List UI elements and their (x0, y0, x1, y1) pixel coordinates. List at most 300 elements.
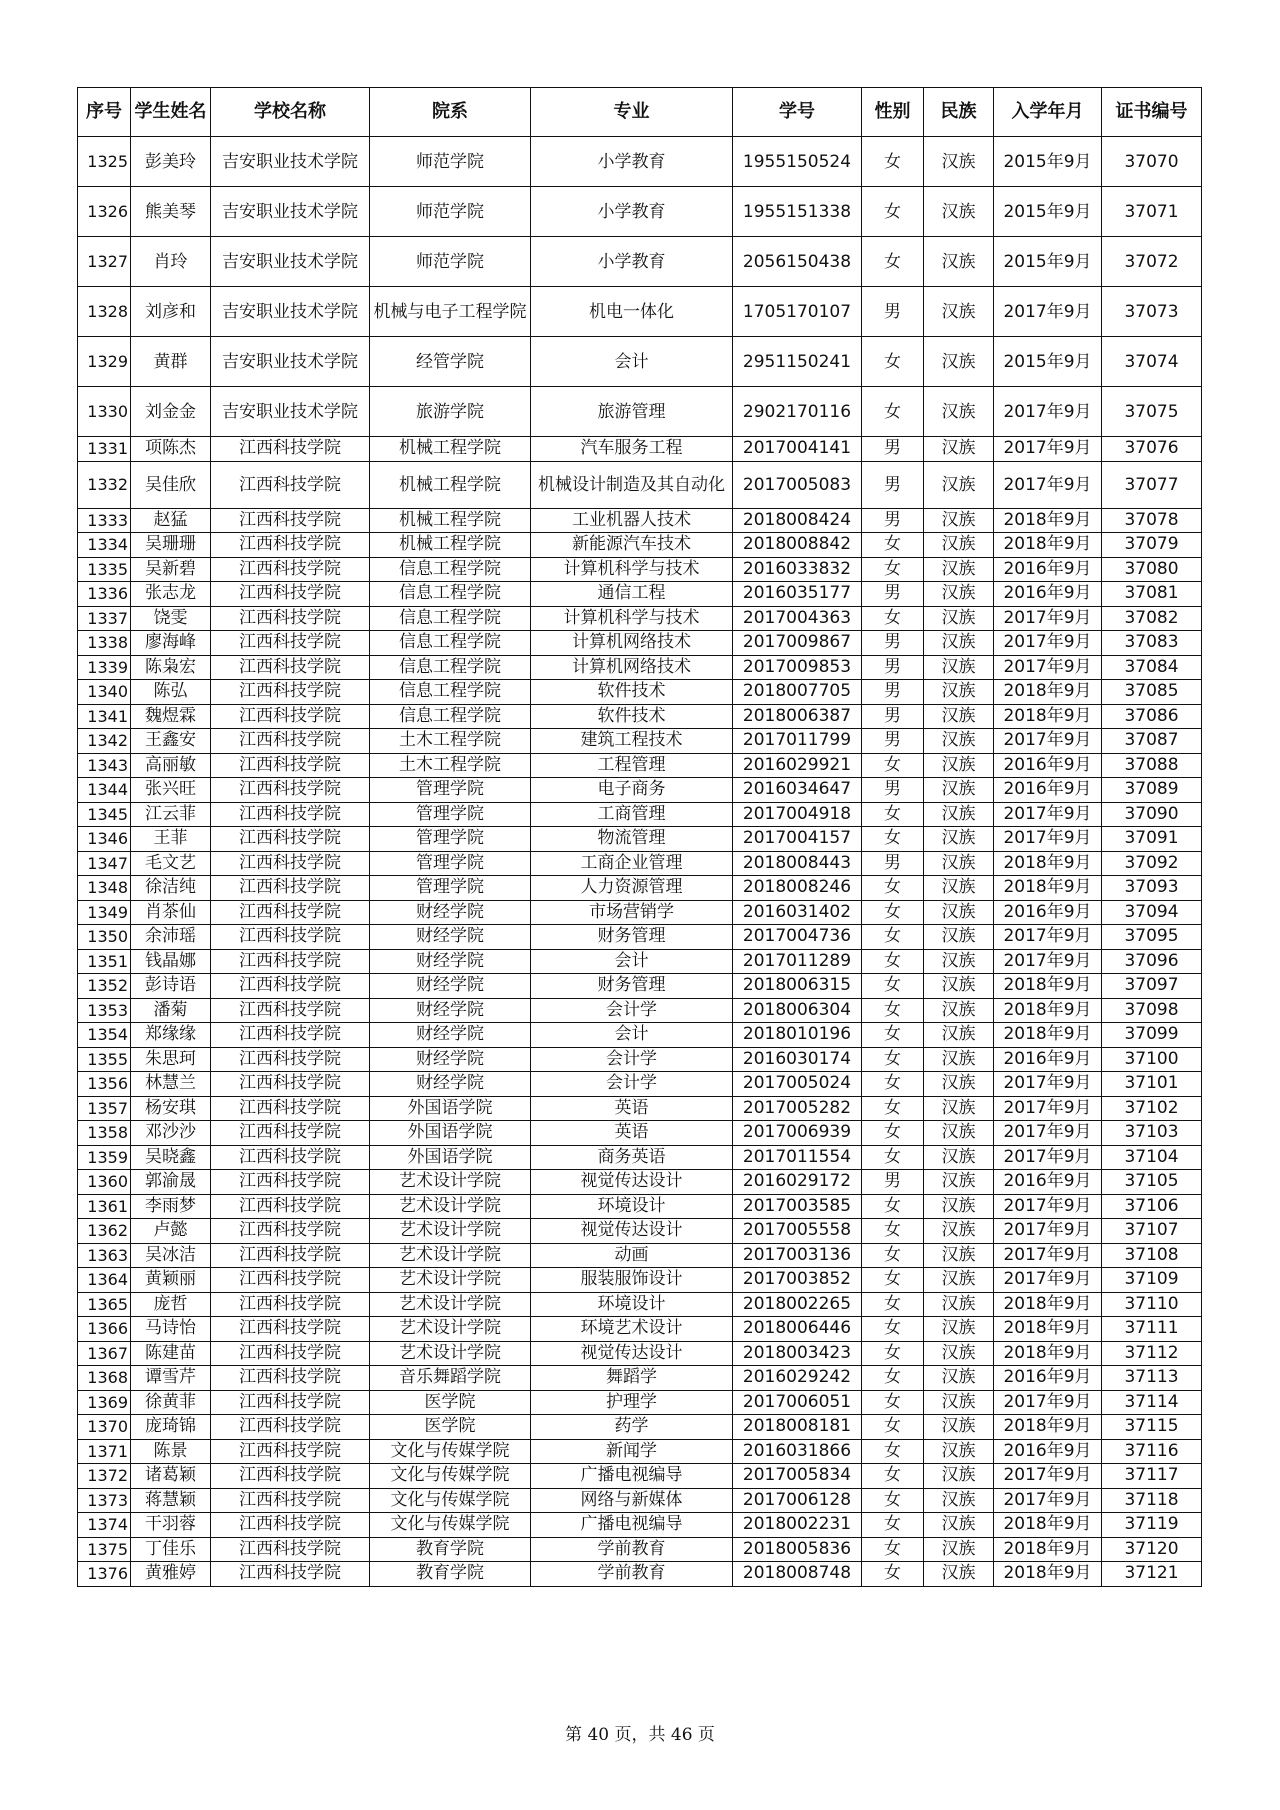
table-row (78, 1292, 1202, 1317)
cell-department: 艺术设计学院 (370, 1194, 531, 1219)
cell-school: 江西科技学院 (211, 1072, 370, 1097)
cell-gender: 女 (862, 998, 924, 1023)
cell-department: 师范学院 (370, 237, 531, 287)
cell-name: 郑缘缘 (131, 1023, 211, 1048)
table-row (78, 606, 1202, 631)
cell-department: 机械与电子工程学院 (370, 287, 531, 337)
cell-cert-no: 37111 (1102, 1317, 1202, 1342)
cell-gender: 男 (862, 704, 924, 729)
cell-department: 师范学院 (370, 187, 531, 237)
table-row (78, 802, 1202, 827)
cell-name: 赵猛 (131, 508, 211, 533)
cell-gender: 女 (862, 337, 924, 387)
cell-student-id: 2016029242 (733, 1366, 862, 1391)
header-department: 院系 (370, 88, 531, 137)
cell-cert-no: 37071 (1102, 187, 1202, 237)
cell-cert-no: 37092 (1102, 851, 1202, 876)
cell-major: 计算机网络技术 (531, 655, 733, 680)
header-name: 学生姓名 (131, 88, 211, 137)
cell-cert-no: 37089 (1102, 778, 1202, 803)
cell-gender: 男 (862, 778, 924, 803)
cell-major: 视觉传达设计 (531, 1341, 733, 1366)
cell-ethnicity: 汉族 (924, 137, 994, 187)
table-row (78, 655, 1202, 680)
cell-name: 陈建苗 (131, 1341, 211, 1366)
cell-department: 教育学院 (370, 1562, 531, 1587)
cell-ethnicity: 汉族 (924, 1415, 994, 1440)
cell-gender: 女 (862, 1145, 924, 1170)
cell-enroll-date: 2017年9月 (994, 1072, 1102, 1097)
cell-gender: 女 (862, 1464, 924, 1489)
cell-ethnicity: 汉族 (924, 1121, 994, 1146)
table-row (78, 1194, 1202, 1219)
cell-enroll-date: 2018年9月 (994, 533, 1102, 558)
cell-seq: 1330 (78, 387, 131, 437)
cell-school: 江西科技学院 (211, 1145, 370, 1170)
cell-cert-no: 37086 (1102, 704, 1202, 729)
cell-seq: 1332 (78, 461, 131, 508)
cell-student-id: 2018006387 (733, 704, 862, 729)
cell-enroll-date: 2017年9月 (994, 949, 1102, 974)
cell-ethnicity: 汉族 (924, 778, 994, 803)
cell-name: 余沛瑶 (131, 925, 211, 950)
cell-department: 信息工程学院 (370, 557, 531, 582)
cell-student-id: 1955150524 (733, 137, 862, 187)
cell-cert-no: 37115 (1102, 1415, 1202, 1440)
cell-seq: 1375 (78, 1537, 131, 1562)
cell-department: 机械工程学院 (370, 437, 531, 462)
cell-cert-no: 37099 (1102, 1023, 1202, 1048)
cell-enroll-date: 2016年9月 (994, 778, 1102, 803)
cell-ethnicity: 汉族 (924, 533, 994, 558)
cell-student-id: 2018005836 (733, 1537, 862, 1562)
cell-student-id: 2018008748 (733, 1562, 862, 1587)
cell-enroll-date: 2016年9月 (994, 557, 1102, 582)
cell-school: 江西科技学院 (211, 925, 370, 950)
cell-cert-no: 37077 (1102, 461, 1202, 508)
cell-cert-no: 37119 (1102, 1513, 1202, 1538)
cell-major: 计算机科学与技术 (531, 606, 733, 631)
cell-department: 信息工程学院 (370, 704, 531, 729)
cell-gender: 女 (862, 1268, 924, 1293)
cell-school: 江西科技学院 (211, 631, 370, 656)
cell-gender: 女 (862, 1243, 924, 1268)
cell-name: 钱晶娜 (131, 949, 211, 974)
cell-cert-no: 37070 (1102, 137, 1202, 187)
cell-enroll-date: 2017年9月 (994, 387, 1102, 437)
cell-major: 服装服饰设计 (531, 1268, 733, 1293)
cell-cert-no: 37083 (1102, 631, 1202, 656)
header-cert-no: 证书编号 (1102, 88, 1202, 137)
cell-student-id: 2018006304 (733, 998, 862, 1023)
cell-gender: 女 (862, 1390, 924, 1415)
cell-enroll-date: 2017年9月 (994, 1219, 1102, 1244)
cell-department: 财经学院 (370, 1047, 531, 1072)
cell-gender: 男 (862, 631, 924, 656)
cell-name: 刘彦和 (131, 287, 211, 337)
cell-gender: 女 (862, 237, 924, 287)
table-row (78, 925, 1202, 950)
cell-major: 机械设计制造及其自动化 (531, 461, 733, 508)
cell-department: 管理学院 (370, 778, 531, 803)
cell-seq: 1343 (78, 753, 131, 778)
cell-cert-no: 37080 (1102, 557, 1202, 582)
cell-enroll-date: 2017年9月 (994, 1194, 1102, 1219)
cell-student-id: 2016031402 (733, 900, 862, 925)
cell-student-id: 2017005282 (733, 1096, 862, 1121)
cell-cert-no: 37095 (1102, 925, 1202, 950)
cell-ethnicity: 汉族 (924, 1390, 994, 1415)
cell-department: 经管学院 (370, 337, 531, 387)
table-row (78, 704, 1202, 729)
cell-seq: 1327 (78, 237, 131, 287)
cell-gender: 男 (862, 680, 924, 705)
cell-enroll-date: 2018年9月 (994, 974, 1102, 999)
table-row (78, 1219, 1202, 1244)
cell-ethnicity: 汉族 (924, 508, 994, 533)
cell-enroll-date: 2016年9月 (994, 1170, 1102, 1195)
cell-seq: 1342 (78, 729, 131, 754)
cell-name: 徐洁纯 (131, 876, 211, 901)
cell-name: 江云菲 (131, 802, 211, 827)
cell-major: 计算机网络技术 (531, 631, 733, 656)
cell-enroll-date: 2017年9月 (994, 729, 1102, 754)
cell-cert-no: 37102 (1102, 1096, 1202, 1121)
cell-major: 英语 (531, 1121, 733, 1146)
header-enroll-date: 入学年月 (994, 88, 1102, 137)
cell-seq: 1347 (78, 851, 131, 876)
cell-seq: 1334 (78, 533, 131, 558)
cell-seq: 1362 (78, 1219, 131, 1244)
cell-name: 卢懿 (131, 1219, 211, 1244)
cell-cert-no: 37082 (1102, 606, 1202, 631)
cell-seq: 1364 (78, 1268, 131, 1293)
cell-department: 信息工程学院 (370, 606, 531, 631)
cell-department: 土木工程学院 (370, 729, 531, 754)
certificate-table (77, 87, 1202, 1587)
cell-enroll-date: 2015年9月 (994, 187, 1102, 237)
cell-ethnicity: 汉族 (924, 1439, 994, 1464)
cell-cert-no: 37120 (1102, 1537, 1202, 1562)
cell-student-id: 2017005083 (733, 461, 862, 508)
cell-seq: 1333 (78, 508, 131, 533)
cell-gender: 男 (862, 851, 924, 876)
table-row (78, 1464, 1202, 1489)
cell-major: 工商企业管理 (531, 851, 733, 876)
cell-name: 吴冰洁 (131, 1243, 211, 1268)
cell-major: 软件技术 (531, 680, 733, 705)
cell-major: 人力资源管理 (531, 876, 733, 901)
cell-major: 环境设计 (531, 1292, 733, 1317)
cell-department: 财经学院 (370, 1072, 531, 1097)
cell-enroll-date: 2018年9月 (994, 1292, 1102, 1317)
cell-enroll-date: 2018年9月 (994, 1415, 1102, 1440)
cell-ethnicity: 汉族 (924, 437, 994, 462)
cell-gender: 男 (862, 437, 924, 462)
cell-school: 江西科技学院 (211, 1292, 370, 1317)
table-row (78, 1047, 1202, 1072)
table-row (78, 1121, 1202, 1146)
cell-enroll-date: 2015年9月 (994, 237, 1102, 287)
cell-cert-no: 37114 (1102, 1390, 1202, 1415)
cell-gender: 女 (862, 925, 924, 950)
cell-name: 诸葛颖 (131, 1464, 211, 1489)
cell-school: 江西科技学院 (211, 974, 370, 999)
cell-department: 医学院 (370, 1390, 531, 1415)
cell-ethnicity: 汉族 (924, 900, 994, 925)
cell-ethnicity: 汉族 (924, 1194, 994, 1219)
cell-name: 黄雅婷 (131, 1562, 211, 1587)
cell-seq: 1331 (78, 437, 131, 462)
cell-cert-no: 37118 (1102, 1488, 1202, 1513)
cell-student-id: 2017004157 (733, 827, 862, 852)
cell-ethnicity: 汉族 (924, 827, 994, 852)
cell-gender: 女 (862, 1488, 924, 1513)
cell-cert-no: 37108 (1102, 1243, 1202, 1268)
cell-student-id: 2017004141 (733, 437, 862, 462)
cell-department: 土木工程学院 (370, 753, 531, 778)
cell-enroll-date: 2017年9月 (994, 1488, 1102, 1513)
cell-cert-no: 37105 (1102, 1170, 1202, 1195)
cell-enroll-date: 2016年9月 (994, 1439, 1102, 1464)
cell-gender: 男 (862, 461, 924, 508)
cell-department: 信息工程学院 (370, 655, 531, 680)
cell-cert-no: 37091 (1102, 827, 1202, 852)
cell-student-id: 2017005834 (733, 1464, 862, 1489)
cell-ethnicity: 汉族 (924, 582, 994, 607)
cell-student-id: 2017005024 (733, 1072, 862, 1097)
table-row (78, 1366, 1202, 1391)
table-row (78, 778, 1202, 803)
cell-ethnicity: 汉族 (924, 851, 994, 876)
cell-school: 江西科技学院 (211, 827, 370, 852)
cell-cert-no: 37107 (1102, 1219, 1202, 1244)
cell-major: 广播电视编导 (531, 1513, 733, 1538)
cell-student-id: 2018002231 (733, 1513, 862, 1538)
cell-cert-no: 37113 (1102, 1366, 1202, 1391)
cell-school: 江西科技学院 (211, 1562, 370, 1587)
header-ethnicity: 民族 (924, 88, 994, 137)
cell-cert-no: 37087 (1102, 729, 1202, 754)
cell-major: 小学教育 (531, 237, 733, 287)
table-row (78, 187, 1202, 237)
cell-ethnicity: 汉族 (924, 753, 994, 778)
cell-seq: 1350 (78, 925, 131, 950)
table-row (78, 508, 1202, 533)
cell-school: 江西科技学院 (211, 1366, 370, 1391)
cell-school: 江西科技学院 (211, 900, 370, 925)
table-row (78, 461, 1202, 508)
cell-cert-no: 37084 (1102, 655, 1202, 680)
cell-name: 庞哲 (131, 1292, 211, 1317)
table-row (78, 876, 1202, 901)
cell-school: 江西科技学院 (211, 753, 370, 778)
cell-gender: 男 (862, 1170, 924, 1195)
cell-major: 会计 (531, 337, 733, 387)
cell-department: 艺术设计学院 (370, 1170, 531, 1195)
cell-enroll-date: 2018年9月 (994, 1537, 1102, 1562)
cell-school: 江西科技学院 (211, 949, 370, 974)
cell-enroll-date: 2018年9月 (994, 1513, 1102, 1538)
cell-gender: 女 (862, 876, 924, 901)
cell-cert-no: 37076 (1102, 437, 1202, 462)
cell-student-id: 2951150241 (733, 337, 862, 387)
cell-major: 英语 (531, 1096, 733, 1121)
cell-ethnicity: 汉族 (924, 876, 994, 901)
cell-cert-no: 37093 (1102, 876, 1202, 901)
cell-seq: 1365 (78, 1292, 131, 1317)
table-row (78, 631, 1202, 656)
cell-seq: 1344 (78, 778, 131, 803)
cell-school: 江西科技学院 (211, 437, 370, 462)
cell-major: 通信工程 (531, 582, 733, 607)
cell-department: 信息工程学院 (370, 680, 531, 705)
cell-school: 江西科技学院 (211, 533, 370, 558)
cell-seq: 1339 (78, 655, 131, 680)
cell-major: 旅游管理 (531, 387, 733, 437)
cell-school: 吉安职业技术学院 (211, 187, 370, 237)
cell-school: 江西科技学院 (211, 1341, 370, 1366)
cell-ethnicity: 汉族 (924, 949, 994, 974)
cell-seq: 1372 (78, 1464, 131, 1489)
cell-ethnicity: 汉族 (924, 237, 994, 287)
cell-ethnicity: 汉族 (924, 974, 994, 999)
table-row (78, 287, 1202, 337)
table-row (78, 827, 1202, 852)
cell-ethnicity: 汉族 (924, 187, 994, 237)
cell-name: 李雨梦 (131, 1194, 211, 1219)
cell-school: 江西科技学院 (211, 1537, 370, 1562)
cell-seq: 1338 (78, 631, 131, 656)
table-row (78, 729, 1202, 754)
cell-seq: 1360 (78, 1170, 131, 1195)
cell-ethnicity: 汉族 (924, 1513, 994, 1538)
cell-name: 吴佳欣 (131, 461, 211, 508)
cell-student-id: 2902170116 (733, 387, 862, 437)
cell-name: 邓沙沙 (131, 1121, 211, 1146)
cell-ethnicity: 汉族 (924, 704, 994, 729)
cell-name: 蒋慧颖 (131, 1488, 211, 1513)
cell-enroll-date: 2016年9月 (994, 1047, 1102, 1072)
table-row (78, 237, 1202, 287)
cell-enroll-date: 2016年9月 (994, 753, 1102, 778)
cell-name: 彭诗语 (131, 974, 211, 999)
cell-department: 艺术设计学院 (370, 1268, 531, 1293)
cell-ethnicity: 汉族 (924, 1341, 994, 1366)
cell-school: 吉安职业技术学院 (211, 337, 370, 387)
cell-school: 江西科技学院 (211, 1096, 370, 1121)
cell-gender: 女 (862, 1439, 924, 1464)
cell-department: 外国语学院 (370, 1121, 531, 1146)
cell-major: 电子商务 (531, 778, 733, 803)
cell-department: 管理学院 (370, 851, 531, 876)
cell-school: 江西科技学院 (211, 461, 370, 508)
cell-major: 动画 (531, 1243, 733, 1268)
cell-school: 江西科技学院 (211, 1513, 370, 1538)
cell-gender: 女 (862, 1415, 924, 1440)
cell-gender: 女 (862, 1513, 924, 1538)
cell-major: 会计学 (531, 1047, 733, 1072)
cell-ethnicity: 汉族 (924, 1219, 994, 1244)
cell-cert-no: 37100 (1102, 1047, 1202, 1072)
cell-gender: 女 (862, 1194, 924, 1219)
table-row (78, 582, 1202, 607)
cell-school: 江西科技学院 (211, 1317, 370, 1342)
cell-school: 江西科技学院 (211, 557, 370, 582)
cell-seq: 1335 (78, 557, 131, 582)
cell-ethnicity: 汉族 (924, 606, 994, 631)
table-row (78, 974, 1202, 999)
cell-department: 文化与传媒学院 (370, 1488, 531, 1513)
cell-ethnicity: 汉族 (924, 1243, 994, 1268)
cell-seq: 1371 (78, 1439, 131, 1464)
cell-cert-no: 37104 (1102, 1145, 1202, 1170)
cell-student-id: 2018002265 (733, 1292, 862, 1317)
cell-ethnicity: 汉族 (924, 287, 994, 337)
cell-name: 朱思珂 (131, 1047, 211, 1072)
cell-enroll-date: 2017年9月 (994, 1268, 1102, 1293)
cell-cert-no: 37081 (1102, 582, 1202, 607)
cell-school: 江西科技学院 (211, 1047, 370, 1072)
cell-ethnicity: 汉族 (924, 925, 994, 950)
cell-ethnicity: 汉族 (924, 1366, 994, 1391)
cell-department: 旅游学院 (370, 387, 531, 437)
cell-seq: 1358 (78, 1121, 131, 1146)
cell-name: 马诗怡 (131, 1317, 211, 1342)
cell-student-id: 2018007705 (733, 680, 862, 705)
cell-cert-no: 37078 (1102, 508, 1202, 533)
cell-department: 财经学院 (370, 998, 531, 1023)
table-row (78, 533, 1202, 558)
header-major: 专业 (531, 88, 733, 137)
cell-gender: 女 (862, 187, 924, 237)
cell-school: 江西科技学院 (211, 1121, 370, 1146)
cell-gender: 女 (862, 1366, 924, 1391)
cell-major: 小学教育 (531, 187, 733, 237)
table-row (78, 949, 1202, 974)
cell-ethnicity: 汉族 (924, 387, 994, 437)
table-row (78, 337, 1202, 387)
cell-name: 张兴旺 (131, 778, 211, 803)
cell-major: 新能源汽车技术 (531, 533, 733, 558)
cell-gender: 女 (862, 1219, 924, 1244)
cell-seq: 1373 (78, 1488, 131, 1513)
cell-cert-no: 37074 (1102, 337, 1202, 387)
cell-school: 吉安职业技术学院 (211, 237, 370, 287)
cell-cert-no: 37103 (1102, 1121, 1202, 1146)
table-row (78, 1145, 1202, 1170)
cell-cert-no: 37073 (1102, 287, 1202, 337)
table-row (78, 1268, 1202, 1293)
cell-ethnicity: 汉族 (924, 1047, 994, 1072)
cell-gender: 女 (862, 1341, 924, 1366)
cell-student-id: 2018006315 (733, 974, 862, 999)
cell-name: 廖海峰 (131, 631, 211, 656)
table-row (78, 1439, 1202, 1464)
cell-name: 项陈杰 (131, 437, 211, 462)
cell-seq: 1353 (78, 998, 131, 1023)
cell-name: 谭雪芹 (131, 1366, 211, 1391)
cell-gender: 女 (862, 1023, 924, 1048)
cell-name: 高丽敏 (131, 753, 211, 778)
cell-name: 陈弘 (131, 680, 211, 705)
cell-major: 计算机科学与技术 (531, 557, 733, 582)
cell-ethnicity: 汉族 (924, 1537, 994, 1562)
cell-student-id: 2017004918 (733, 802, 862, 827)
cell-enroll-date: 2018年9月 (994, 1317, 1102, 1342)
cell-enroll-date: 2017年9月 (994, 1121, 1102, 1146)
table-row (78, 1415, 1202, 1440)
